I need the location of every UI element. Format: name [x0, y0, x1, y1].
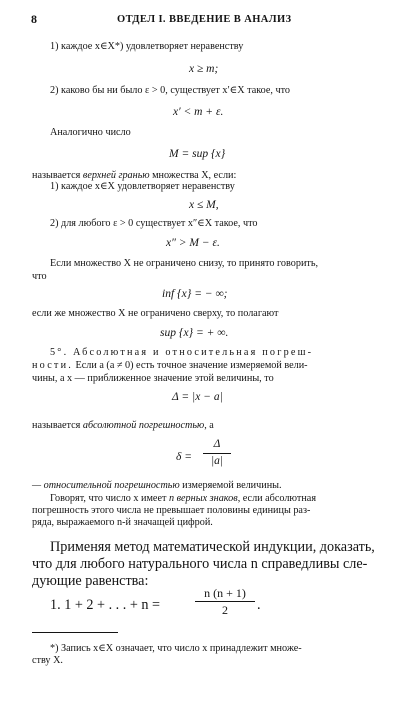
text-line	[32, 361, 308, 371]
term-emphasis: — относительной погрешностью	[32, 480, 180, 491]
page-number: 8	[31, 12, 37, 26]
text-line: если же множество X не ограничено сверху, то полагают	[32, 308, 279, 319]
fraction	[203, 439, 231, 467]
problem-text-line: Применяя метод математической индукции, доказать,	[50, 539, 375, 555]
footnote-line: *) Запись x∈X означает, что число x принадлежит множе-	[50, 643, 302, 654]
fraction-bar	[203, 453, 231, 454]
term-emphasis: n верных знаков	[168, 493, 238, 504]
fraction-denominator: |a|	[210, 454, 224, 467]
text-line: погрешность этого числа не превышает половины единицы раз-	[32, 505, 311, 516]
text-span: измеряемой величины.	[179, 480, 282, 491]
text-line: 2) для любого ε > 0 существует x″∈X такое, что	[50, 218, 258, 229]
formula-line: M = sup {x}	[169, 148, 226, 160]
text-span: множества X, если:	[149, 170, 237, 181]
section-heading-end: ности.	[32, 360, 73, 371]
text-line	[32, 421, 214, 431]
text-line: 2) каково бы ни было ε > 0, существует x′∈X такое, что	[50, 85, 291, 96]
footnote-line: ству X.	[32, 655, 63, 666]
fraction	[195, 587, 255, 616]
problem-text-line: дующие равенства:	[32, 573, 149, 589]
text-line: Если множество X не ограничено снизу, то принято говорить,	[50, 258, 319, 269]
fraction-numerator: n (n + 1)	[204, 586, 246, 600]
text-line: ряда, выражаемого n-й значащей цифрой.	[32, 517, 213, 528]
formula-line: inf {x} = − ∞;	[162, 288, 228, 300]
running-title: ОТДЕЛ I. ВВЕДЕНИЕ В АНАЛИЗ	[117, 14, 292, 25]
text-span: Говорят, что число x имеет	[50, 493, 169, 504]
text-line: чины, а x — приближенное значение этой величины, то	[32, 373, 274, 384]
formula-line: x″ > M − ε.	[166, 237, 220, 249]
text-line: что	[32, 271, 47, 282]
text-line	[32, 481, 282, 491]
formula-lhs: δ =	[176, 451, 192, 463]
section-heading: 5°. Абсолютная и относительная погреш-	[50, 347, 314, 358]
text-span: называется	[32, 170, 83, 181]
formula-line: x′ < m + ε.	[173, 106, 224, 118]
formula-line: Δ = |x − a|	[172, 391, 223, 403]
footnote-divider	[32, 632, 118, 633]
formula-line: sup {x} = + ∞.	[160, 327, 229, 339]
formula-line: x ≥ m;	[189, 63, 219, 75]
text-line: Аналогично число	[50, 127, 131, 138]
text-span: , а	[204, 420, 214, 431]
text-line	[50, 494, 316, 504]
formula-period: .	[257, 597, 261, 613]
fraction-bar	[195, 601, 255, 602]
text-span: Если a (a ≠ 0) есть точное значение измеряемой вели-	[72, 360, 308, 371]
text-span: называется	[32, 420, 83, 431]
text-span: , если абсолютная	[237, 493, 317, 504]
problem-formula-lhs: 1. 1 + 2 + . . . + n =	[50, 597, 161, 613]
text-line: 1) каждое x∈X*) удовлетворяет неравенству	[50, 41, 244, 52]
fraction-denominator: 2	[222, 603, 228, 617]
text-line	[32, 171, 236, 181]
fraction-numerator: Δ	[213, 438, 221, 450]
problem-text-line: что для любого натурального числа n справедливы сле-	[32, 556, 368, 572]
text-line: 1) каждое x∈X удовлетворяет неравенству	[50, 181, 235, 192]
formula-line: x ≤ M,	[189, 199, 219, 211]
term-emphasis: абсолютной погрешностью	[82, 420, 205, 431]
term-emphasis: верхней гранью	[82, 170, 150, 181]
